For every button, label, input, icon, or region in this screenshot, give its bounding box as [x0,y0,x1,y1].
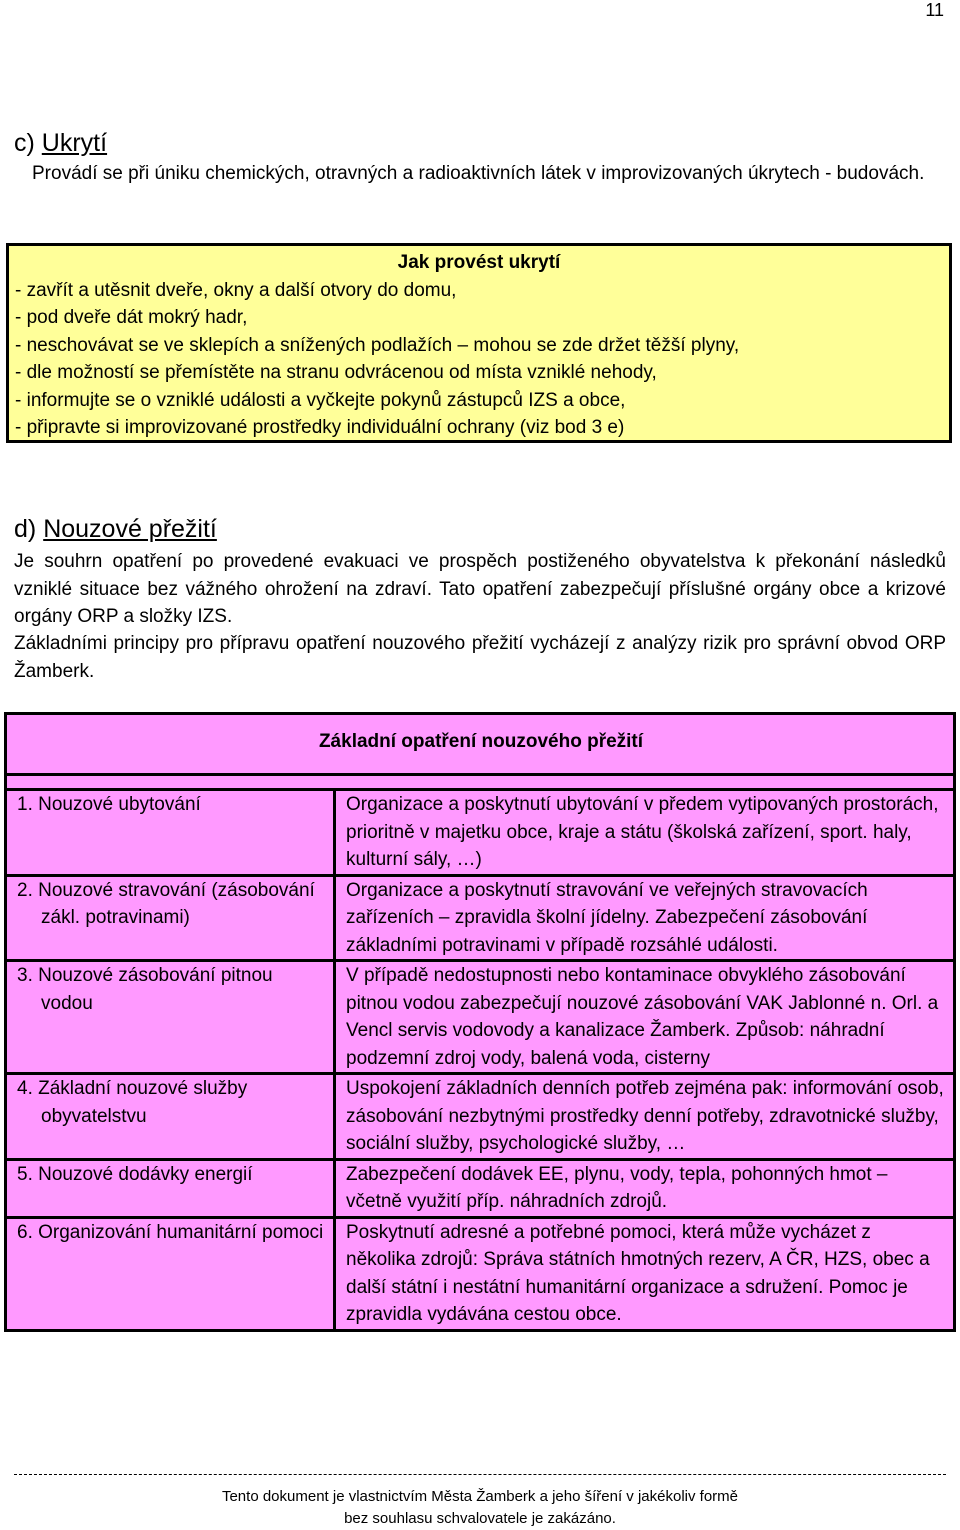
table-row [6,875,955,961]
footer-line-2: bez souhlasu schvalovatele je zakázáno. [344,1510,616,1527]
shelter-item: - připravte si improvizované prostředky individuální ochrany (viz bod 3 e) [15,417,625,438]
table-spacer [6,775,955,790]
measure-description: Organizace a poskytnutí ubytování v předem vytipovaných prostorách, prioritně v majetku obce, kraje a státu (školská zařízení, sport. haly, kulturní sály, …) [335,790,955,876]
section-d-heading [14,514,217,544]
measure-name: 5. Nouzové dodávky energií [6,1159,335,1217]
section-d-paragraph-2 [14,630,946,685]
table-row [6,1217,955,1330]
measure-name: 4. Základní nouzové služby obyvatelstvu [6,1074,335,1160]
section-c-title: Ukrytí [41,129,108,157]
page-number: 11 [925,0,944,20]
measure-description: Zabezpečení dodávek EE, plynu, vody, tepla, pohonných hmot – včetně využití příp. náhradních zdrojů. [335,1159,955,1217]
table-title: Základní opatření nouzového přežití [6,714,955,775]
shelter-item: - pod dveře dát mokrý hadr, [15,307,248,328]
section-d-paragraph-1 [14,548,946,631]
section-d-title: Nouzové přežití [43,515,217,543]
section-d-paragraph-2-text: Základními principy pro přípravu opatření nouzového přežití vycházejí z analýzy rizik pro správní obvod ORP Žamberk. [14,633,946,682]
footer [0,1486,960,1530]
footer-line-1: Tento dokument je vlastnictvím Města Žamberk a jeho šíření v jakékoliv formě [221,1488,739,1505]
section-c-text: Provádí se při úniku chemických, otravných a radioaktivních látek v improvizovaných úkrytech - budovách. [32,163,925,184]
shelter-item: - neschovávat se ve sklepích a snížených podlažích – mohou se zde držet těžší plyny, [15,334,740,356]
measure-description: Organizace a poskytnutí stravování ve veřejných stravovacích zařízeních – zpravidla školní jídelny. Zabezpečení zásobování základními potravinami v případě rozsáhlé události. [335,875,955,961]
table-row [6,961,955,1074]
section-d-paragraph-1-text: Je souhrn opatření po provedené evakuaci ve prospěch postiženého obyvatelstva k překonání následků vzniklé situace bez vážného ohrožení na zdraví. Tato opatření zabezpečují příslušné orgány obce a krizové orgány ORP a složky IZS. [14,551,946,627]
footer-divider [14,1474,946,1475]
shelter-item: - informujte se o vzniklé události a vyčkejte pokynů zástupců IZS a obce, [15,389,626,411]
measure-description: Poskytnutí adresné a potřebné pomoci, která může vycházet z několika zdrojů: Správa státních hmotných rezerv, A ČR, HZS, obec a další státní i nestátní humanitární organizace a sdružení. Pomoc je zpravidla vydávána cestou obce. [335,1217,955,1330]
measure-name: 1. Nouzové ubytování [6,790,335,876]
measure-name: 3. Nouzové zásobování pitnou vodou [6,961,335,1074]
measure-name: 2. Nouzové stravování (zásobování zákl. potravinami) [6,875,335,961]
measure-description: Uspokojení základních denních potřeb zejména pak: informování osob, zásobování nezbytnými prostředky denní potřeby, zdravotnické služby, sociální služby, psychologické služby, … [335,1074,955,1160]
section-c-heading [14,128,107,158]
table-row [6,1159,955,1217]
shelter-box-title: Jak provést ukrytí [397,252,561,273]
shelter-instructions-box [6,243,952,443]
shelter-item: - dle možností se přemístěte na stranu odvrácenou od místa vzniklé nehody, [15,362,657,383]
table-row [6,790,955,876]
measure-description: V případě nedostupnosti nebo kontaminace obvyklého zásobování pitnou vodou zabezpečují nouzové zásobování VAK Jablonné n. Orl. a Vencl servis vodovody a kanalizace Žamberk. Způsob: náhradní podzemní zdroj vody, balená voda, cisterny [335,961,955,1074]
emergency-survival-table [4,712,956,1332]
section-c-label: c) [14,129,35,157]
measure-name: 6. Organizování humanitární pomoci [6,1217,335,1330]
shelter-item: - zavřít a utěsnit dveře, okny a další otvory do domu, [15,279,457,301]
section-d-label: d) [14,515,37,543]
table-row [6,1074,955,1160]
